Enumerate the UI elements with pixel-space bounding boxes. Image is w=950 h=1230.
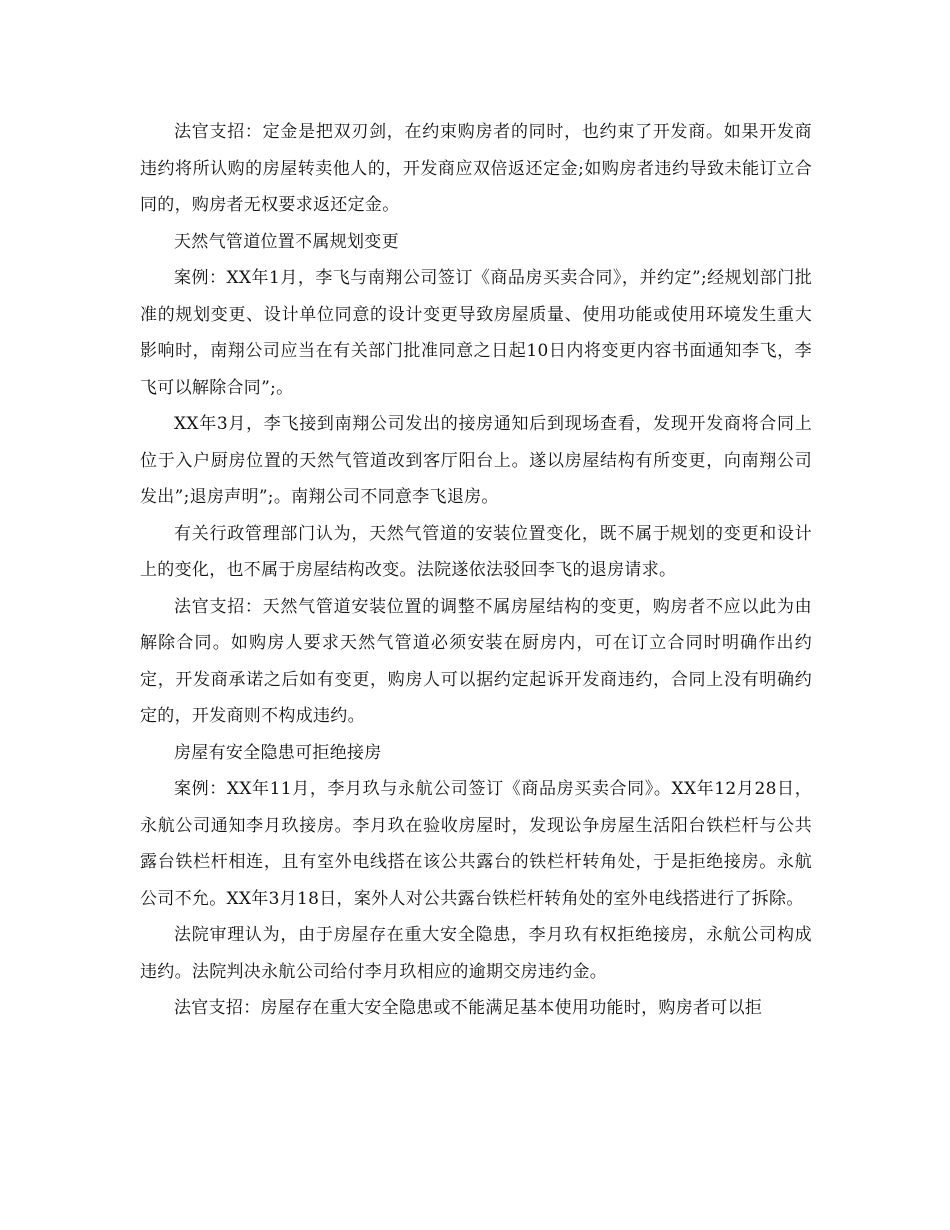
document-body <box>140 114 812 1027</box>
section-heading-gas-pipeline: 天然气管道位置不属规划变更 <box>174 231 399 252</box>
paragraph-safety-hazard-advice: 法官支招：房屋存在重大安全隐患或不能满足基本使用功能时，购房者可以拒 <box>174 998 763 1018</box>
paragraph-case-safety-hazard: 案例：XX年11月，李月玖与永航公司签订《商品房买卖合同》。XX年12月28日，永航公司通知李月玖接房。李月玖在验收房屋时，发现讼争房屋生活阳台铁栏杆与公共露台铁栏杆相连，且有室外电线搭在该公共露台的铁栏杆转角处，于是拒绝接房。永航公司不允。XX年3月18日，案外人对公共露台铁栏杆转角处的室外电线搭进行了拆除。 <box>140 779 812 909</box>
paragraph-administrative-opinion: 有关行政管理部门认为，天然气管道的安装位置变化，既不属于规划的变更和设计上的变化，也不属于房屋结构改变。法院遂依法驳回李飞的退房请求。 <box>140 523 812 580</box>
section-heading-safety-hazard: 房屋有安全隐患可拒绝接房 <box>174 742 382 763</box>
paragraph-deposit-advice: 法官支招：定金是把双刃剑，在约束购房者的同时，也约束了开发商。如果开发商违约将所认购的房屋转卖他人的，开发商应双倍返还定金;如购房者违约导致未能订立合同的，购房者无权要求返还定金。 <box>140 122 812 215</box>
paragraph-gas-pipeline-advice: 法官支招：天然气管道安装位置的调整不属房屋结构的变更，购房者不应以此为由解除合同。如购房人要求天然气管道必须安装在厨房内，可在订立合同时明确作出约定，开发商承诺之后如有变更，购房人可以据约定起诉开发商违约，合同上没有明确约定的，开发商则不构成违约。 <box>140 596 812 726</box>
paragraph-case-gas-pipeline: 案例：XX年1月，李飞与南翔公司签订《商品房买卖合同》，并约定”;经规划部门批准的规划变更、设计单位同意的设计变更导致房屋质量、使用功能或使用环境发生重大影响时，南翔公司应当在有关部门批准同意之日起10日内将变更内容书面通知李飞，李飞可以解除合同”;。 <box>140 268 812 398</box>
paragraph-case-gas-pipeline-inspection: XX年3月，李飞接到南翔公司发出的接房通知后到现场查看，发现开发商将合同上位于入户厨房位置的天然气管道改到客厅阳台上。遂以房屋结构有所变更，向南翔公司发出”;退房声明”;。南翔公司不同意李飞退房。 <box>140 414 812 507</box>
paragraph-court-ruling: 法院审理认为，由于房屋存在重大安全隐患，李月玖有权拒绝接房，永航公司构成违约。法院判决永航公司给付李月玖相应的逾期交房违约金。 <box>140 925 812 982</box>
